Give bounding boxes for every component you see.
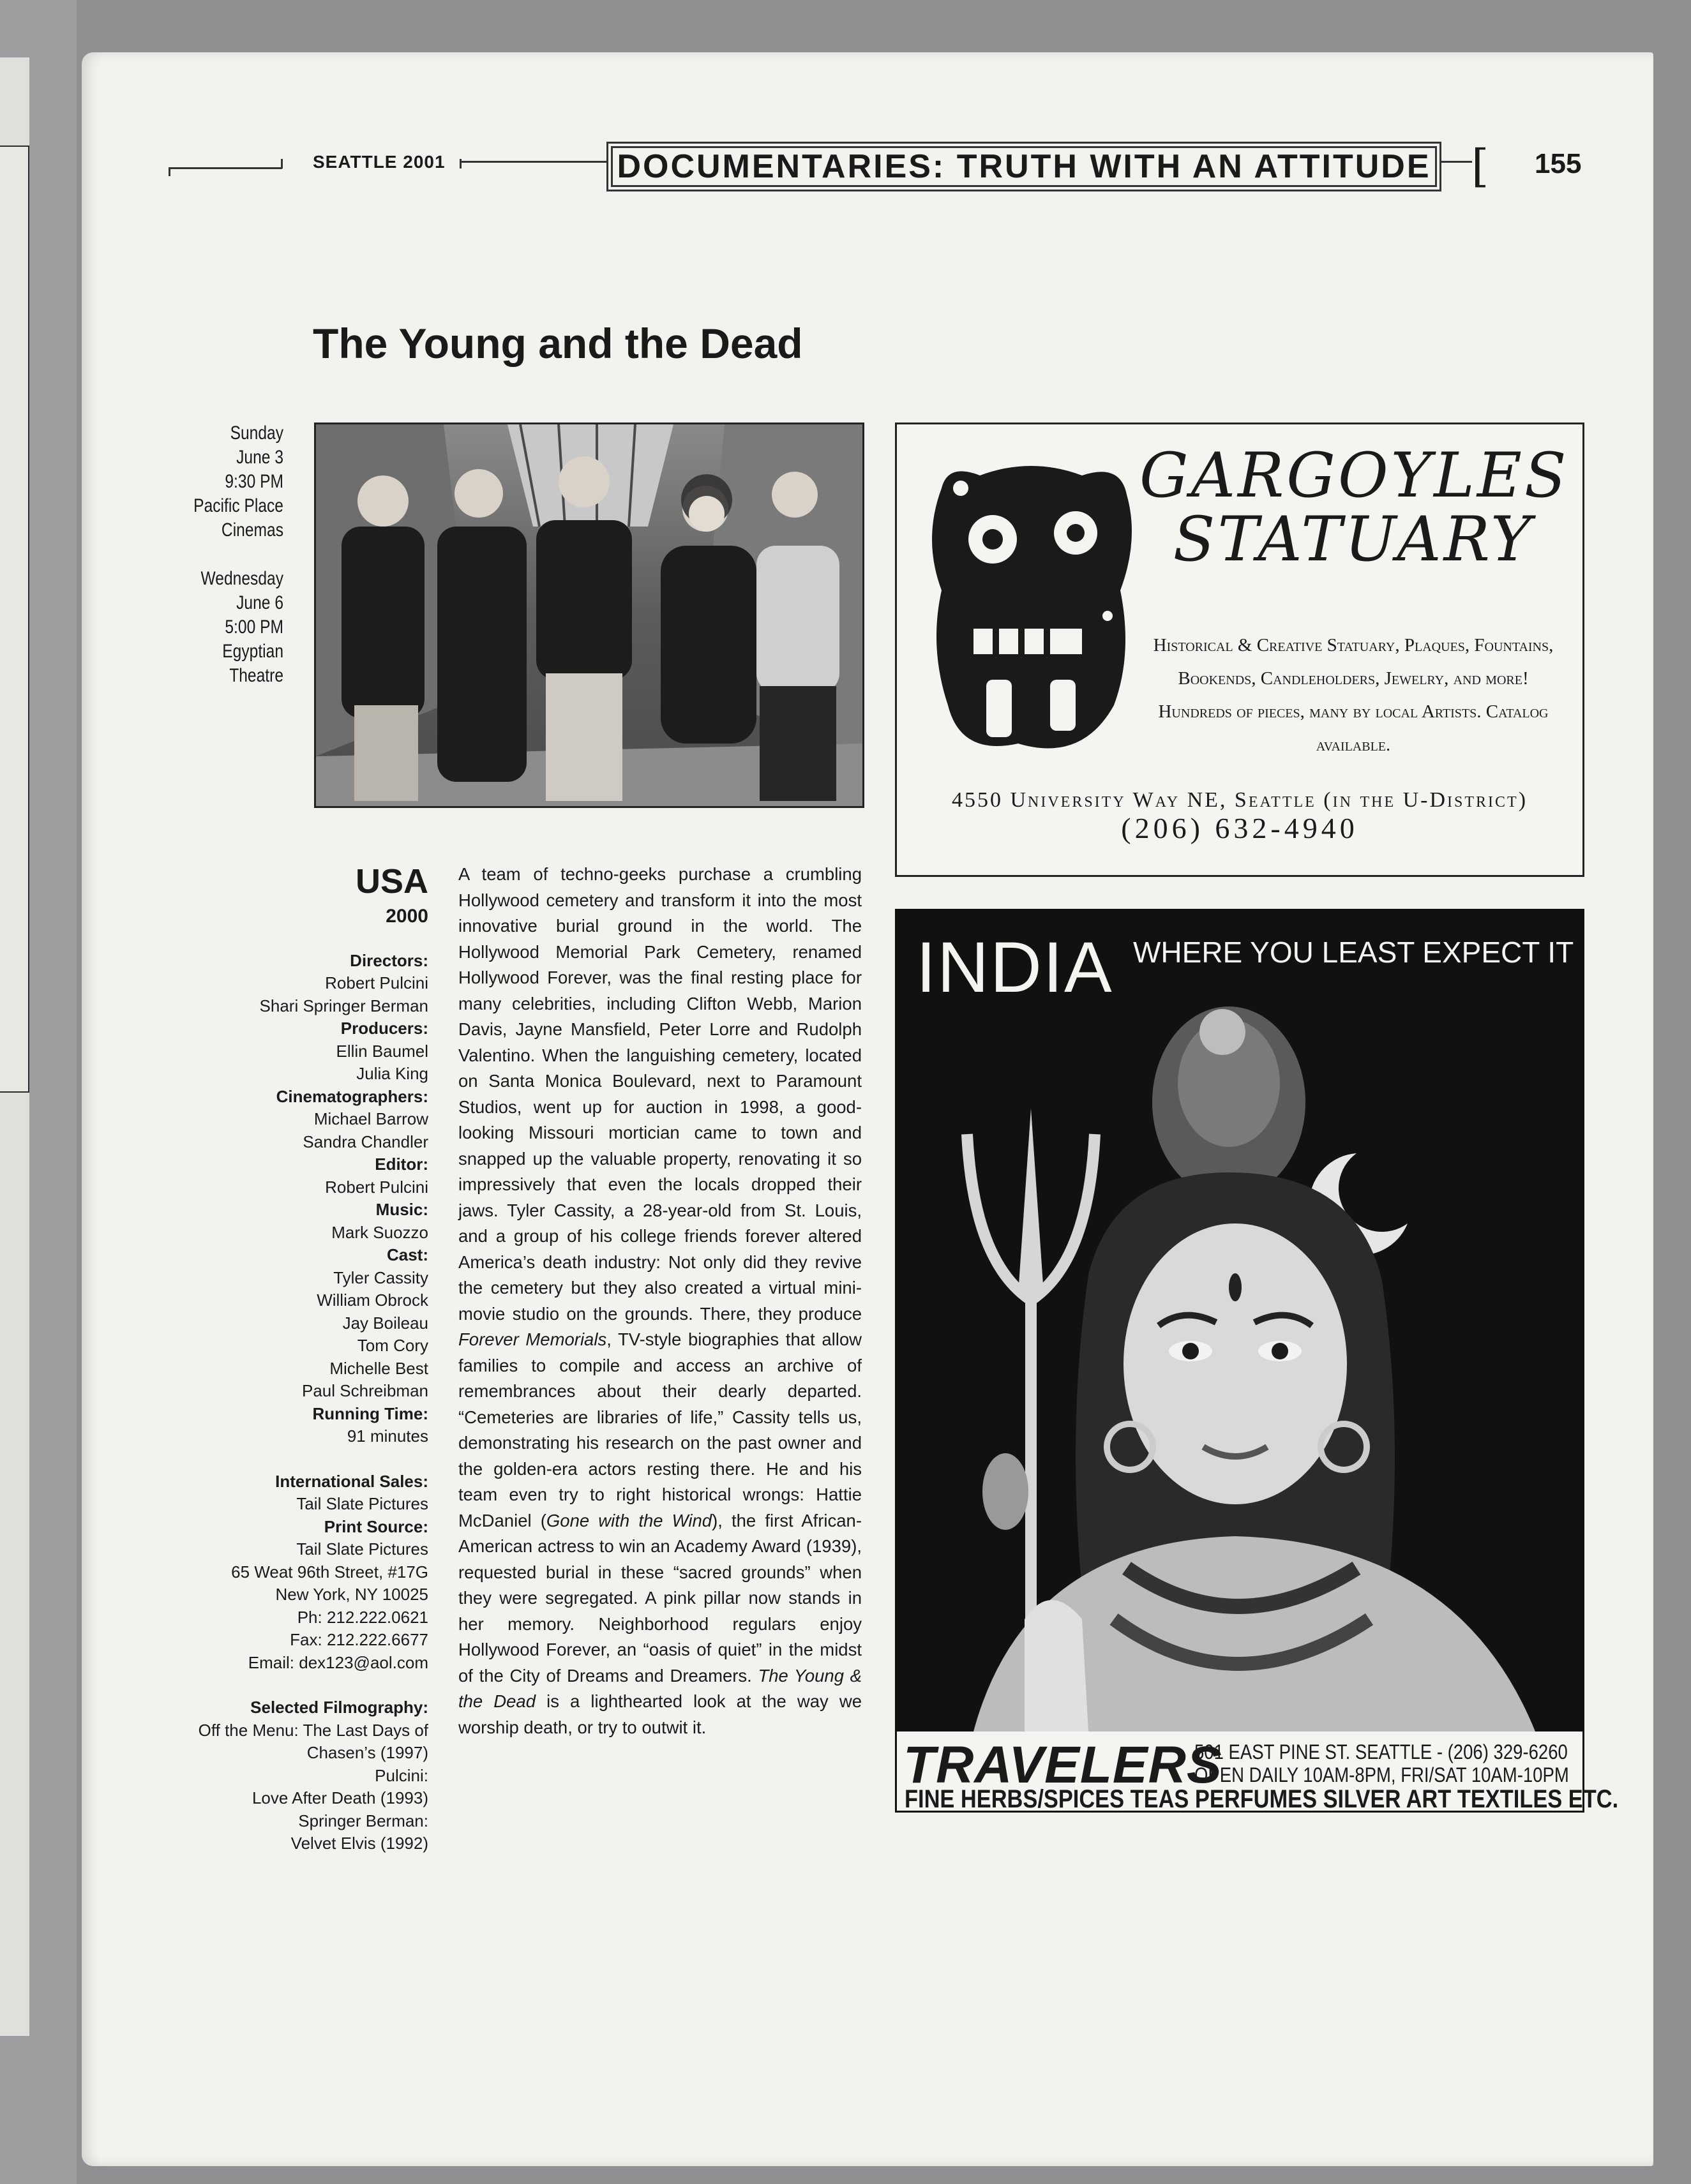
credit-label: Selected Filmography: (250, 1698, 428, 1717)
showtime-line: 9:30 PM (225, 471, 283, 492)
credit-label: Cinematographers: (276, 1086, 428, 1106)
credit-value: Jay Boileau (342, 1313, 428, 1333)
filmography-entry: Off the Menu: The Last Days of (198, 1720, 428, 1740)
film-title: The Young and the Dead (313, 320, 803, 367)
country: USA (355, 862, 428, 901)
credit-value: Michael Barrow (313, 1109, 428, 1128)
credit-value: Shari Springer Berman (259, 996, 428, 1015)
showtime-line: June 3 (236, 447, 283, 468)
header-rule-tick (281, 159, 283, 168)
credit-value: Sandra Chandler (303, 1132, 428, 1151)
deity-illustration (897, 1006, 1582, 1731)
showtime-line: Pacific Place (193, 495, 283, 516)
facing-page-edge (0, 0, 77, 2184)
gargoyles-description: Historical & Creative Statuary, Plaques, Fountains, Bookends, Candleholders, Jewelry, and more! Hundreds of pieces, many by local Artists. Catalog available. (1153, 635, 1554, 755)
travelers-hours-line: OPEN DAILY 10AM-8PM, FRI/SAT 10AM-10PM (1194, 1763, 1569, 1786)
header-rule-mid (460, 161, 606, 163)
credits-column (160, 862, 428, 1855)
gargoyles-logo-line2: STATUARY (1173, 504, 1534, 575)
credit-value: Tyler Cassity (333, 1268, 428, 1287)
facing-page-box (0, 146, 29, 1093)
filmography-list (160, 1696, 428, 1855)
travelers-footer (897, 1731, 1619, 1813)
film-still-illustration (316, 424, 862, 806)
credit-value: Julia King (356, 1064, 428, 1083)
credit-value: Fax: 212.222.6677 (290, 1630, 428, 1649)
showtime-line: Egyptian (222, 641, 283, 662)
gargoyles-phone: (206) 632-4940 (1121, 812, 1358, 844)
credit-label: Editor: (375, 1155, 428, 1174)
film-still-photo (314, 423, 864, 808)
synopsis (458, 862, 862, 1740)
header-rule-right (1440, 161, 1472, 163)
gargoyles-ad (895, 423, 1584, 877)
synopsis-text: is a lighthearted look at the way we worship death, or try to outwit it. (458, 1691, 862, 1737)
travelers-address-line: 501 EAST PINE ST. SEATTLE - (206) 329-6260 (1194, 1740, 1568, 1763)
credit-label: Directors: (350, 950, 428, 970)
showtime-line: Theatre (229, 665, 283, 686)
credit-value: Tail Slate Pictures (296, 1539, 428, 1559)
credit-value: 65 Weat 96th Street, #17G (231, 1562, 428, 1582)
page-number: 155 (1535, 148, 1582, 179)
credit-value: Tail Slate Pictures (296, 1494, 428, 1513)
synopsis-text: , TV-style biographies that allow families to compile and access an archive of remembrances about their dearly departed. “Cemeteries are libraries of life,” Cassity tells us, demonstrating his research on the past owner and the golden-era actors resting there. He and his team even try to right historical wrongs: Hattie McDaniel ( (458, 1329, 862, 1530)
showtime-line: 5:00 PM (225, 617, 283, 638)
credit-value: Robert Pulcini (325, 973, 428, 992)
filmography-entry: Love After Death (1993) (252, 1788, 428, 1807)
credit-value: Robert Pulcini (325, 1177, 428, 1197)
showtime-line: Cinemas (221, 520, 283, 541)
synopsis-title-ref: Forever Memorials (458, 1329, 607, 1349)
filmography-entry: Springer Berman: (298, 1811, 428, 1830)
credit-value: New York, NY 10025 (275, 1585, 428, 1604)
credit-label: International Sales: (275, 1471, 428, 1491)
travelers-ad (895, 909, 1619, 1813)
sales-list (160, 1470, 428, 1675)
credit-value: 91 minutes (347, 1426, 428, 1446)
synopsis-title-ref: The Young & the Dead (458, 1665, 862, 1711)
travelers-tagline: WHERE YOU LEAST EXPECT IT (1133, 936, 1574, 969)
credits-list (160, 950, 428, 1448)
filmography-entry: Pulcini: (375, 1765, 428, 1785)
credit-value: Tom Cory (357, 1336, 428, 1355)
filmography-entry: Velvet Elvis (1992) (290, 1834, 428, 1853)
travelers-products: FINE HERBS/SPICES TEAS PERFUMES SILVER ART TEXTILES ETC. (905, 1785, 1619, 1813)
showtimes (147, 421, 283, 688)
credit-value: William Obrock (317, 1290, 428, 1310)
credit-value: Email: dex123@aol.com (248, 1652, 428, 1672)
synopsis-text: A team of techno-geeks purchase a crumbling Hollywood cemetery and transform it into the most innovative burial ground in the world. The Hollywood Memorial Park Cemetery, renamed Hollywood Forever, was the final resting place for many celebrities, including Clifton Webb, Marion Davis, Jayne Mansfield, Peter Lorre and Rudolph Valentino. When the languishing cemetery, located on Santa Monica Boulevard, next to Paramount Studios, went up for auction in 1998, a good-looking Missouri mortician came to town and snapped up the valuable property, renovating it so impressively that even the locals dropped their jaws. Tyler Cassity, a 28-year-old from St. Louis, and a group of his college friends forever altered America’s death industry: Not only did they revive the cemetery but they also created a virtual mini-movie studio on the grounds. There, they produce (458, 864, 862, 1324)
credit-value: Michelle Best (329, 1358, 428, 1378)
section-title-text: DOCUMENTARIES: TRUTH WITH AN ATTITUDE (617, 148, 1431, 185)
header-bracket: [ (1471, 140, 1489, 192)
showtime-line: Sunday (230, 423, 283, 444)
festival-label: SEATTLE 2001 (313, 152, 446, 172)
credit-label: Music: (375, 1200, 428, 1219)
year: 2000 (386, 906, 428, 927)
showtime-line: June 6 (236, 592, 283, 613)
credit-value: Paul Schreibman (302, 1381, 428, 1400)
gargoyles-logo (1139, 440, 1569, 575)
section-title (606, 142, 1441, 191)
gargoyles-address: 4550 University Way NE, Seattle (in the U-District) (951, 788, 1528, 812)
travelers-headline: INDIA (916, 927, 1113, 1007)
gargoyles-logo-line1: GARGOYLES (1139, 440, 1569, 511)
header-rule-tick (169, 167, 170, 176)
credit-label: Cast: (386, 1245, 428, 1264)
travelers-name: TRAVELERS (903, 1736, 1222, 1794)
synopsis-title-ref: Gone with the Wind (546, 1510, 712, 1530)
credit-value: Ellin Baumel (336, 1041, 428, 1061)
credit-label: Producers: (340, 1019, 428, 1038)
travelers-address (1194, 1740, 1569, 1786)
synopsis-text: ), the first African-American actress to win an Academy Award (1939), requested burial in these “sacred grounds” when they were segregated. A pink pillar now stands in her memory. Neighborhood regulars enjoy Hollywood Forever, an “oasis of quiet” in the midst of the City of Dreams and Dreamers. (458, 1510, 862, 1686)
filmography-entry: Chasen’s (1997) (306, 1743, 428, 1762)
showtime-line: Wednesday (200, 568, 283, 589)
credit-label: Print Source: (324, 1516, 428, 1536)
gargoyle-face-illustration (922, 463, 1139, 756)
credit-value: Mark Suozzo (331, 1222, 428, 1242)
credit-label: Running Time: (312, 1403, 428, 1423)
credit-value: Ph: 212.222.0621 (297, 1607, 428, 1627)
header-rule-left (169, 167, 282, 169)
